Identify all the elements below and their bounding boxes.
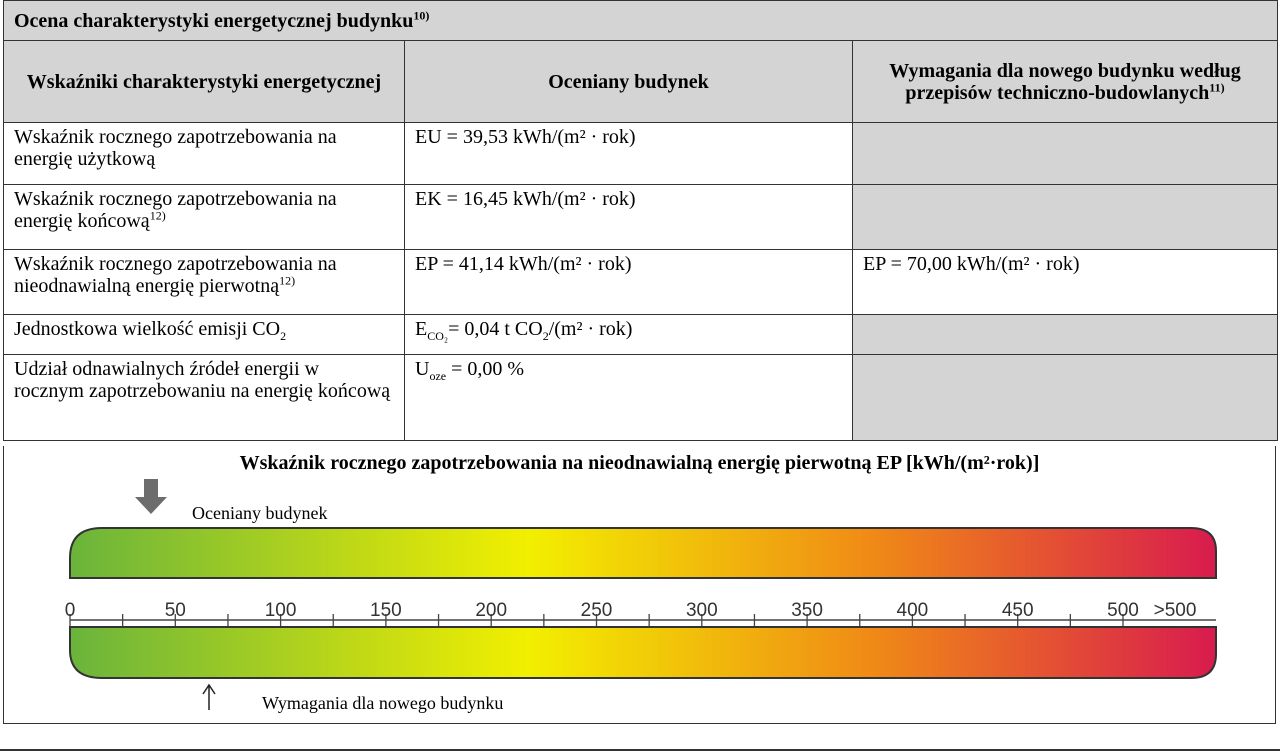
scale-tick-label: 500 (1107, 600, 1139, 621)
row-ep-footnote: 12) (279, 273, 296, 288)
scale-tick-label: 400 (896, 600, 929, 621)
ep-scale-panel (3, 446, 1276, 724)
scale-tick-label: 0 (64, 600, 76, 621)
scale-bar-bottom (70, 627, 1216, 678)
energy-assessment-table (3, 0, 1278, 441)
row-ek-label-text: Wskaźnik rocznego zapotrzebowania na energię końcową (14, 188, 337, 232)
row-ek-label (4, 185, 405, 250)
row-ep-label-text: Wskaźnik rocznego zapotrzebowania na nieodnawialną energię pierwotną (14, 253, 337, 297)
row-eu-assessed-text: EU = 39,53 kWh/(m² · rok) (415, 126, 636, 148)
row-oze-assessed-sub: oze (429, 369, 447, 383)
row-oze-assessed-rest: = 0,00 % (446, 358, 525, 380)
row-co2-assessed (405, 315, 853, 355)
row-ep-label (4, 250, 405, 315)
header-assessed-text: Oceniany budynek (548, 70, 709, 93)
row-eu-label-text: Wskaźnik rocznego zapotrzebowania na energię użytkową (14, 126, 337, 170)
scale-tick-label: 200 (475, 600, 508, 621)
energy-assessment-table-wrap (3, 0, 1277, 441)
row-oze-label-text: Udział odnawialnych źródeł energii w rocznym zapotrzebowaniu na energię końcową (14, 358, 391, 402)
row-co2-assessed-tail: /(m² · rok) (548, 318, 633, 340)
scale-tick-label: 250 (580, 600, 613, 621)
row-oze-required (853, 355, 1278, 441)
row-ep-required-text: EP = 70,00 kWh/(m² · rok) (863, 253, 1080, 275)
row-co2-assessed-sub: CO₂ (427, 329, 449, 343)
header-indicators (4, 41, 405, 123)
row-co2-assessed-main: E (415, 318, 428, 340)
scale-tick-label: 450 (1001, 600, 1034, 621)
row-co2-label (4, 315, 405, 355)
header-assessed (405, 41, 853, 123)
row-ep-assessed (405, 250, 853, 315)
row-co2-label-text: Jednostkowa wielkość emisji CO (14, 318, 281, 340)
header-requirements (853, 41, 1278, 123)
row-ek-assessed (405, 185, 853, 250)
row-co2-assessed-sub2: 2 (542, 329, 549, 343)
row-co2-assessed-rest: = 0,04 t CO (448, 318, 543, 340)
row-oze-assessed (405, 355, 853, 441)
row-co2-required (853, 315, 1278, 355)
section-title-text: Ocena charakterystyki energetycznej budynku (14, 9, 414, 32)
row-ek-required (853, 185, 1278, 250)
required-arrow-icon (203, 685, 215, 710)
header-requirements-text: Wymagania dla nowego budynku według przepisów techniczno-budowlanych (889, 59, 1241, 104)
section-title (4, 1, 1278, 41)
required-label: Wymagania dla nowego budynku (262, 693, 504, 713)
scale-tick-label: 100 (264, 600, 297, 621)
row-oze-assessed-main: U (415, 358, 430, 380)
assessed-label: Oceniany budynek (192, 503, 328, 523)
scale-tick-label: 300 (685, 600, 718, 621)
scale-tick-label: 350 (791, 600, 823, 621)
assessed-arrow-icon (135, 479, 167, 514)
scale-bar-top (70, 528, 1216, 578)
row-ep-assessed-text: EP = 41,14 kWh/(m² · rok) (415, 253, 632, 275)
scale-tick-label: 50 (164, 600, 186, 621)
row-oze-label (4, 355, 405, 441)
bottom-rule (0, 749, 1280, 751)
section-title-footnote: 10) (413, 7, 430, 22)
row-co2-label-sub: 2 (280, 329, 287, 343)
row-eu-assessed (405, 123, 853, 185)
row-ep-required (853, 250, 1278, 315)
row-eu-required (853, 123, 1278, 185)
row-eu-label (4, 123, 405, 185)
scale-tick-label: 150 (370, 600, 402, 621)
header-indicators-text: Wskaźniki charakterystyki energetycznej (26, 70, 382, 93)
ep-scale-graphic (4, 446, 1275, 723)
ep-scale-title-text: Wskaźnik rocznego zapotrzebowania na nieodnawialną energię pierwotną EP [kWh/(m²·rok)] (239, 452, 1040, 474)
scale-tick-label: >500 (1153, 600, 1197, 621)
row-ek-assessed-text: EK = 16,45 kWh/(m² · rok) (415, 188, 636, 210)
header-requirements-footnote: 11) (1209, 79, 1225, 94)
row-ek-footnote: 12) (149, 208, 166, 223)
